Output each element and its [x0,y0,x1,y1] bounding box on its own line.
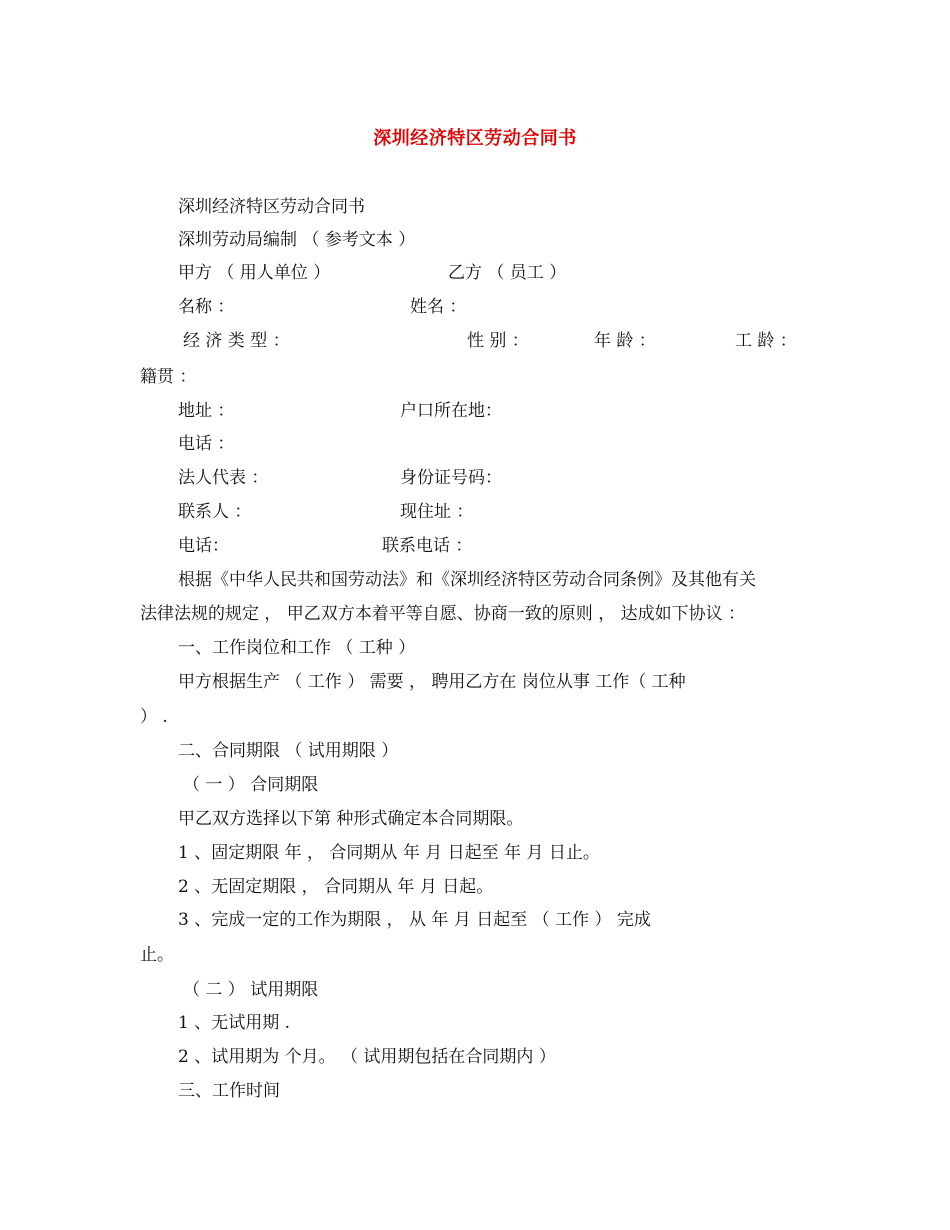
field-label: 联系人 ： [178,502,252,522]
field-label: 姓名 ： [410,297,467,317]
list-item: 2 、试用期为 个月。 （ 试用期包括在合同期内 ） [178,1047,556,1067]
field-label: 现住址 ： [400,502,474,522]
section-heading: 一、工作岗位和工作 （ 工种 ） [178,638,416,658]
field-label: 电话： [178,536,229,556]
body-line: 深圳劳动局编制 （ 参考文本 ） [178,230,416,250]
list-item: 1 、无试用期 . [178,1013,291,1033]
field-label: 电话 ： [178,434,235,454]
subsection-heading: （ 二 ） 试用期限 [183,980,319,1000]
subsection-heading: （ 一 ） 合同期限 [183,775,319,795]
field-label: 地址 ： [178,401,235,421]
party-b-label: 乙方 （ 员工 ） [448,263,567,283]
section-heading: 二、合同期限 （ 试用期限 ） [178,741,399,761]
body-line: 深圳经济特区劳动合同书 [178,197,365,217]
body-line: 根据《中华人民共和国劳动法》和《深圳经济特区劳动合同条例》及其他有关 [178,570,756,590]
body-line: 甲方根据生产 （ 工作 ） 需要 ， 聘用乙方在 岗位从事 工作（ 工种 [178,672,686,692]
field-label: 年 龄 ： [594,331,656,351]
body-line: ） . [140,707,168,727]
body-line: 法律法规的规定 ， 甲乙双方本着平等自愿、协商一致的原则 ， 达成如下协议 ： [140,604,746,624]
party-a-label: 甲方 （ 用人单位 ） [178,263,331,283]
field-label: 户口所在地： [400,401,502,421]
list-item: 3 、完成一定的工作为期限 ， 从 年 月 日起至 （ 工作 ） 完成 [178,910,651,930]
body-line: 止。 [140,945,174,965]
field-label: 籍贯 ： [140,367,197,387]
section-heading: 三、工作时间 [178,1081,280,1101]
field-label: 法人代表 ： [178,468,269,488]
field-label: 性 别 ： [467,331,529,351]
list-item: 2 、无固定期限 ， 合同期从 年 月 日起。 [178,877,494,897]
list-item: 1 、固定期限 年 ， 合同期从 年 月 日起至 年 月 日止。 [178,843,600,863]
field-label: 身份证号码： [400,468,502,488]
field-label: 联系电话 ： [382,536,473,556]
field-label: 名称 ： [178,297,235,317]
field-label: 工 龄 ： [735,331,797,351]
field-label: 经 济 类 型 ： [183,331,290,351]
document-title: 深圳经济特区劳动合同书 [373,128,577,149]
body-line: 甲乙双方选择以下第 种形式确定本合同期限。 [178,809,524,829]
